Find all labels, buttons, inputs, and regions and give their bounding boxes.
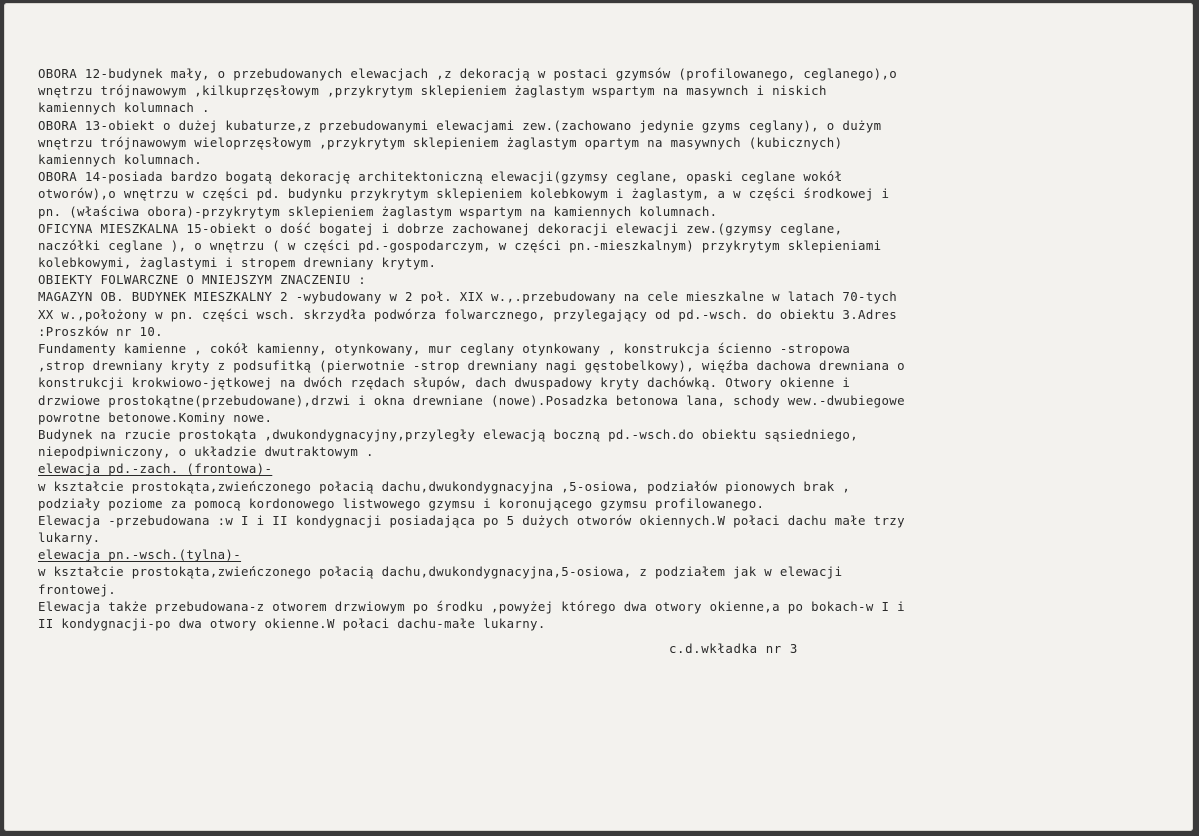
text-line: wnętrzu trójnawowym ,kilkuprzęsłowym ,przykrytym sklepieniem żaglastym wspartym na masywnch i niskich	[38, 83, 827, 99]
subheading-line	[38, 546, 1178, 563]
text-line: kamiennych kolumnach .	[38, 100, 210, 116]
text-line: XX w.,położony w pn. części wsch. skrzydła podwórza folwarcznego, przylegający od pd.-wsch. do obiektu 3.Adres	[38, 306, 898, 322]
text-line: konstrukcji krokwiowo-jętkowej na dwóch rzędach słupów, dach dwuspadowy kryty dachówką. Otwory okienne i	[38, 375, 851, 391]
document-body	[38, 65, 1178, 632]
text-line: otworów),o wnętrzu w części pd. budynku przykrytym sklepieniem kolebkowym i żaglastym, a w części środkowej i	[38, 186, 890, 202]
text-line: MAGAZYN OB. BUDYNEK MIESZKALNY 2 -wybudowany w 2 poł. XIX w.,.przebudowany na cele mieszkalne w latach 70-tych	[38, 289, 898, 305]
text-line: OBORA 12-budynek mały, o przebudowanych elewacjach ,z dekoracją w postaci gzymsów (profilowanego, ceglanego),o	[38, 66, 898, 81]
text-line: OFICYNA MIESZKALNA 15-obiekt o dość bogatej i dobrze zachowanej dekoracji elewacji zew.(gzymsy ceglane,	[38, 220, 843, 236]
text-line: Elewacja -przebudowana :w I i II kondygnacji posiadająca po 5 dużych otworów okiennych.W połaci dachu małe trzy	[38, 512, 905, 528]
text-line: podziały poziome za pomocą kordonowego listwowego gzymsu i koronującego gzymsu profilowanego.	[38, 495, 765, 511]
text-line: OBORA 13-obiekt o dużej kubaturze,z przebudowanymi elewacjami zew.(zachowano jedynie gzyms ceglany), o dużym	[38, 117, 882, 133]
text-line: w kształcie prostokąta,zwieńczonego połacią dachu,dwukondygnacyjna,5-osiowa, z podziałem jak w elewacji	[38, 564, 843, 580]
text-line: Fundamenty kamienne , cokół kamienny, otynkowany, mur ceglany otynkowany , konstrukcja ścienno -stropowa	[38, 341, 851, 356]
text-line: niepodpiwniczony, o układzie dwutraktowym .	[38, 444, 374, 460]
underlined-subheading: elewacja pn.-wsch.(tylna)-	[38, 547, 242, 563]
text-line: w kształcie prostokąta,zwieńczonego połacią dachu,dwukondygnacyjna ,5-osiowa, podziałów pionowych brak ,	[38, 478, 851, 494]
text-line: wnętrzu trójnawowym wieloprzęsłowym ,przykrytym sklepieniem żaglastym opartym na masywnych (kubicznych)	[38, 134, 843, 150]
text-line: Budynek na rzucie prostokąta ,dwukondygnacyjny,przyległy elewacją boczną pd.-wsch.do obiektu sąsiedniego,	[38, 426, 859, 442]
text-line: powrotne betonowe.Kominy nowe.	[38, 409, 273, 425]
text-line: OBORA 14-posiada bardzo bogatą dekorację architektoniczną elewacji(gzymsy ceglane, opaski ceglane wokół	[38, 169, 843, 185]
text-line: lukarny.	[38, 530, 101, 546]
text-line: kamiennych kolumnach.	[38, 151, 203, 167]
continuation-note: c.d.wkładka nr 3	[669, 641, 798, 656]
text-line: drzwiowe prostokątne(przebudowane),drzwi i okna drewniane (nowe).Posadzka betonowa lana, schody wew.-dwubiegowe	[38, 392, 905, 408]
text-line: frontowej.	[38, 581, 117, 597]
text-line: ,strop drewniany kryty z podsufitką (pierwotnie -strop drewniany nagi gęstobelkowy), więźba dachowa drewniana o	[38, 358, 905, 374]
text-line: naczółki ceglane ), o wnętrzu ( w części pd.-gospodarczym, w części pn.-mieszkalnym) przykrytym sklepieniami	[38, 237, 882, 253]
document-card	[4, 3, 1193, 831]
section-heading: OBIEKTY FOLWARCZNE O MNIEJSZYM ZNACZENIU :	[38, 272, 367, 288]
text-line: II kondygnacji-po dwa otwory okienne.W połaci dachu-małe lukarny.	[38, 616, 546, 631]
subheading-line	[38, 460, 1178, 477]
text-line: pn. (właściwa obora)-przykrytym sklepieniem żaglastym wspartym na kamiennych kolumnach.	[38, 203, 718, 219]
text-line: kolebkowymi, żaglastymi i stropem drewniany krytym.	[38, 255, 437, 271]
text-line: Elewacja także przebudowana-z otworem drzwiowym po środku ,powyżej którego dwa otwory okienne,a po bokach-w I i	[38, 598, 905, 614]
underlined-subheading: elewacja pd.-zach. (frontowa)-	[38, 461, 273, 477]
text-line: :Proszków nr 10.	[38, 323, 163, 339]
